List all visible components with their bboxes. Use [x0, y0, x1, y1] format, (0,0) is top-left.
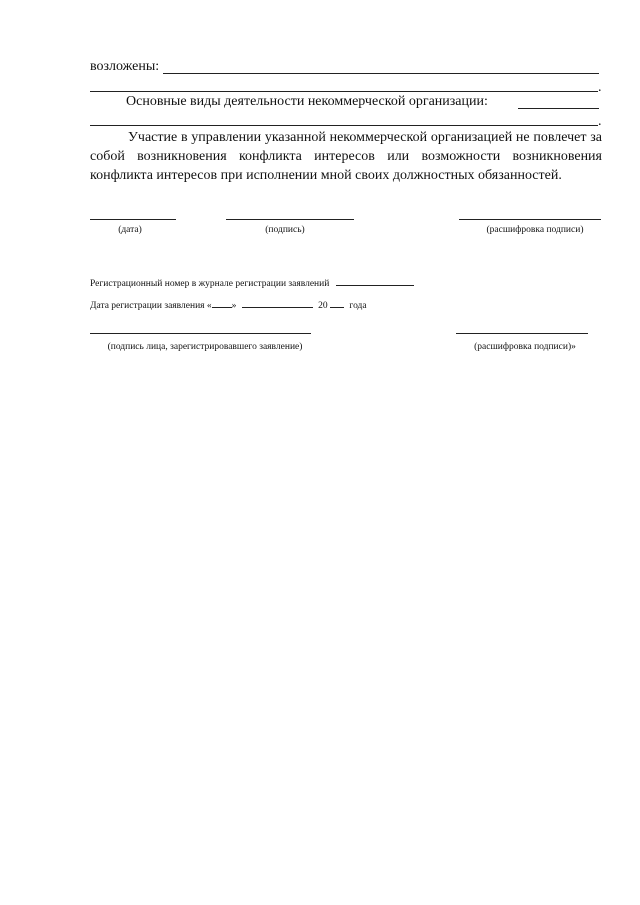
signature-caption: (подпись): [265, 225, 305, 235]
registration-number-label: Регистрационный номер в журнале регистрации заявлений: [90, 279, 330, 289]
registration-number-row: [90, 276, 414, 290]
activities-fill-line: [518, 108, 599, 109]
vozlozheny-fill-line: [163, 73, 599, 74]
registration-date-label: Дата регистрации заявления «: [90, 301, 212, 311]
registration-month-blank: [242, 298, 313, 308]
registrar-signature-caption: (подпись лица, зарегистрировавшего заявление): [107, 342, 303, 352]
declaration-paragraph: [90, 128, 602, 185]
signature-line: [226, 219, 354, 220]
blank-line-1: [90, 91, 598, 92]
blank-line-2-dot: .: [598, 114, 602, 129]
vozlozheny-label: возложены:: [90, 59, 160, 74]
registrar-decoding-caption: (расшифровка подписи)»: [474, 342, 576, 352]
registration-date-row: [90, 298, 367, 312]
registration-year-suffix: года: [349, 301, 367, 311]
activities-label: Основные виды деятельности некоммерческой организации:: [126, 94, 488, 109]
date-caption: (дата): [118, 225, 142, 235]
blank-line-1-dot: .: [598, 80, 602, 95]
registrar-signature-line: [90, 333, 311, 334]
registration-year-blank: [330, 298, 344, 308]
registration-year-prefix: 20: [318, 301, 328, 311]
registrar-decoding-line: [456, 333, 588, 334]
blank-line-2: [90, 125, 598, 126]
declaration-text: Участие в управлении указанной некоммерческой организацией не повлечет за собой возникновения конфликта интересов или возможности возникновения конфликта интересов при исполнении мной своих должностных обязанностей.: [90, 130, 602, 183]
decoding-line: [459, 219, 601, 220]
registration-day-blank: [212, 298, 232, 308]
decoding-caption: (расшифровка подписи): [486, 225, 584, 235]
registration-number-blank: [336, 276, 414, 286]
registration-date-quote-close: »: [231, 301, 237, 311]
date-line: [90, 219, 176, 220]
